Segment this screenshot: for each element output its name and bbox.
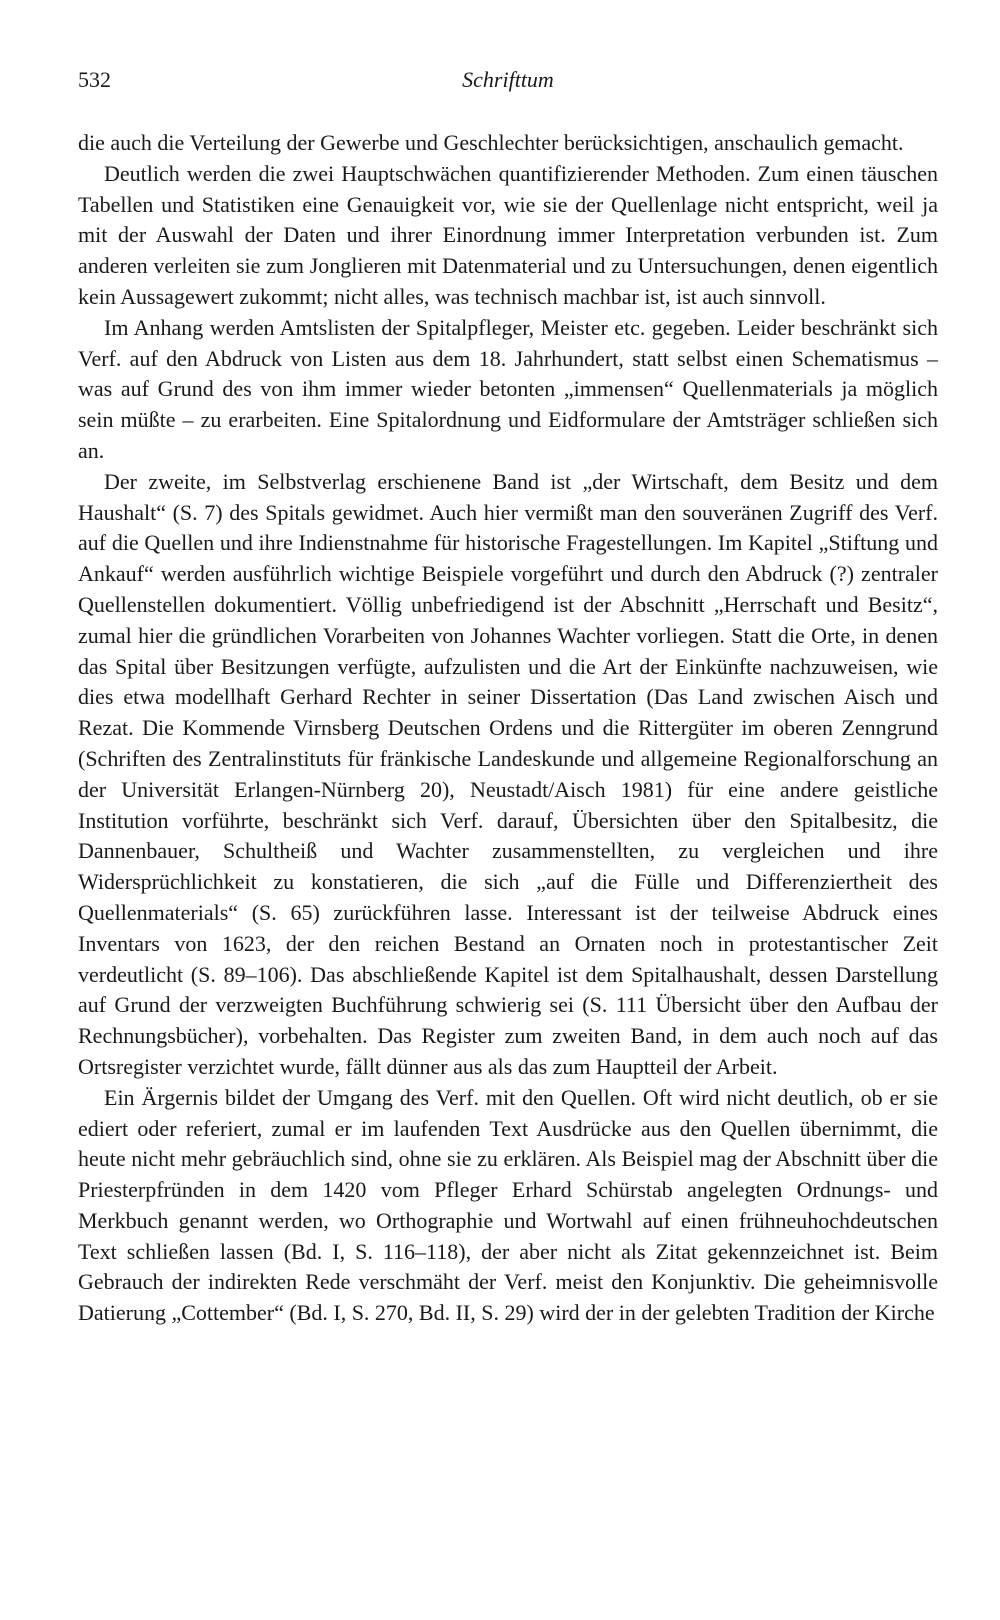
page-number: 532 [78, 67, 111, 92]
paragraph-methods-critique: Deutlich werden die zwei Hauptschwächen quantifizierender Methoden. Zum einen täuschen Tabellen und Statistiken eine Genauigkeit vor, wie sie der Quellenlage nicht entspricht, weil ja mit der Auswahl der Daten und ihrer Einordnung immer Interpretation verbunden ist. Zum anderen verleiten sie zum Jonglieren mit Datenmaterial und zu Untersuchungen, denen eigentlich kein Aussagewert zukommt; nicht alles, was technisch machbar ist, ist auch sinnvoll. [78, 160, 938, 309]
document-page [78, 60, 938, 1329]
paragraph-second-volume: Der zweite, im Selbstverlag erschienene Band ist „der Wirtschaft, dem Besitz und dem Haushalt“ (S. 7) des Spitals gewidmet. Auch hier vermißt man den souveränen Zugriff des Verf. auf die Quellen und ihre Indienstnahme für historische Fragestellungen. Im Kapitel „Stiftung und Ankauf“ werden ausführlich wichtige Beispiele vorgeführt und durch den Abdruck (?) zentraler Quellenstellen dokumentiert. Völlig unbefriedigend ist der Abschnitt „Herrschaft und Besitz“, zumal hier die gründlichen Vorarbeiten von Johannes Wachter vorliegen. Statt die Orte, in denen das Spital über Besitzungen verfügte, aufzulisten und die Art der Einkünfte nachzuweisen, wie dies etwa modellhaft Gerhard Rechter in seiner Dissertation (Das Land zwischen Aisch und Rezat. Die Kommende Virnsberg Deutschen Ordens und die Rittergüter im oberen Zenngrund (Schriften des Zentralinstituts für fränkische Landeskunde und allgemeine Regionalforschung an der Universität Erlangen-Nürnberg 20), Neustadt/Aisch 1981) für eine andere geistliche Institution vorführte, beschränkt sich Verf. darauf, Übersichten über den Spitalbesitz, die Dannenbauer, Schultheiß und Wachter zusammenstellten, zu vergleichen und ihre Widersprüchlichkeit zu konstatieren, die sich „auf die Fülle und Differenziertheit des Quellenmaterials“ (S. 65) zurückführen lasse. Interessant ist der teilweise Abdruck eines Inventars von 1623, der den reichen Bestand an Ornaten noch in protestantischer Zeit verdeutlicht (S. 89–106). Das abschließende Kapitel ist dem Spitalhaushalt, dessen Darstellung auf Grund der verzweigten Buchführung schwierig sei (S. 111 Übersicht über den Aufbau der Rechnungsbücher), vorbehalten. Das Register zum zweiten Band, in dem auch noch auf das Ortsregister verzichtet wurde, fällt dünner aus als das zum Hauptteil der Arbeit. [78, 468, 938, 1079]
paragraph-appendix: Im Anhang werden Amtslisten der Spitalpfleger, Meister etc. gegeben. Leider beschränkt sich Verf. auf den Abdruck von Listen aus dem 18. Jahrhundert, statt selbst einen Schematismus – was auf Grund des von ihm immer wieder betonten „immensen“ Quellenmaterials ja möglich sein müßte – zu erarbeiten. Eine Spitalordnung und Eidformulare der Amtsträger schließen sich an. [78, 314, 938, 463]
body-text [78, 128, 938, 1329]
running-header [78, 60, 938, 100]
paragraph-sources-critique: Ein Ärgernis bildet der Umgang des Verf. mit den Quellen. Oft wird nicht deutlich, ob er sie ediert oder referiert, zumal er im laufenden Text Ausdrücke aus den Quellen übernimmt, die heute nicht mehr gebräuchlich sind, ohne sie zu erklären. Als Beispiel mag der Abschnitt über die Priesterpfründen in dem 1420 vom Pfleger Erhard Schürstab angelegten Ordnungs- und Merkbuch genannt werden, wo Orthographie und Wortwahl auf einen frühneuhochdeutschen Text schließen lassen (Bd. I, S. 116–118), der aber nicht als Zitat gekennzeichnet ist. Beim Gebrauch der indirekten Rede verschmäht der Verf. meist den Konjunktiv. Die geheimnisvolle Datierung „Cottember“ (Bd. I, S. 270, Bd. II, S. 29) wird der in der gelebten Tradition der Kirche [78, 1084, 938, 1326]
paragraph-continued: die auch die Verteilung der Gewerbe und Geschlechter berücksichtigen, anschaulich gemacht. [78, 130, 904, 155]
section-title: Schrifttum [462, 67, 554, 92]
